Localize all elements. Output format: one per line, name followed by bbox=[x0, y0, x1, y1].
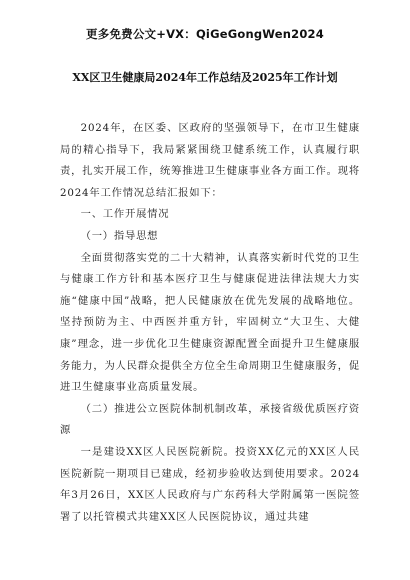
document-title: XX区卫生健康局2024年工作总结及2025年工作计划 bbox=[72, 71, 338, 84]
body-paragraph: 全面贯彻落实党的二十大精神，认真落实新时代党的卫生与健康工作方针和基本医疗卫生与健康促进法律法规大力实施“健康中国”战略，把人民健康放在优先发展的战略地位。坚持预防为主、中西医并重方针，牢固树立“大卫生、大健康”理念，进一步优化卫生健康资源配置全面提升卫生健康服务能力，为人民群众提供全方位全生命周期卫生健康服务，促进卫生健康事业高质量发展。 bbox=[60, 251, 360, 394]
subsection-heading: （二）推进公立医院体制机制改革，承接省级优质医疗资源 bbox=[60, 402, 360, 437]
document-body bbox=[60, 118, 360, 528]
section-heading: 一、工作开展情况 bbox=[80, 208, 170, 221]
promo-banner: 更多免费公文+VX：QiGeGongWen2024 bbox=[86, 27, 324, 41]
intro-paragraph: 2024年，在区委、区政府的坚强领导下，在市卫生健康局的精心指导下，我局紧紧围绕卫健系统工作，认真履行职责，扎实开展工作，统筹推进卫生健康事业各方面工作。现将2024年工作情况总结汇报如下： bbox=[60, 122, 360, 199]
subsection-heading: （一）指导思想 bbox=[80, 229, 159, 242]
body-paragraph: 一是建设XX区人民医院新院。投资XX亿元的XX区人民医院新院一期项目已建成，经初步验收达到使用要求。2024年3月26日，XX区人民政府与广东药科大学附属第一医院签署了以托管模式共建XX区人民医院协议，通过共建 bbox=[60, 445, 360, 523]
